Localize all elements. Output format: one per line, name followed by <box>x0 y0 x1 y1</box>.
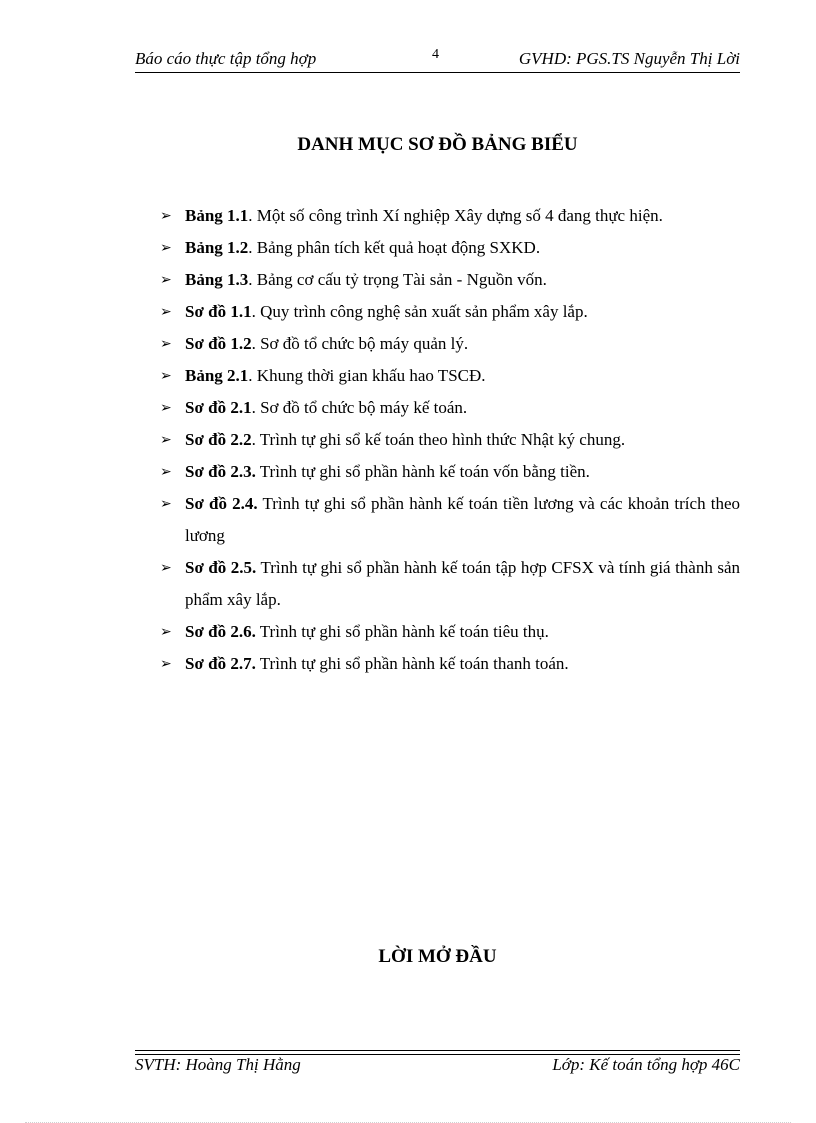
arrowhead-bullet-icon: ➢ <box>160 624 172 640</box>
list-item <box>160 648 740 680</box>
list-item <box>160 232 740 264</box>
page-footer <box>135 1055 740 1079</box>
list-of-figures-heading: DANH MỤC SƠ ĐỒ BẢNG BIỂU <box>297 134 578 155</box>
list-item <box>160 200 740 232</box>
supervisor-name: GVHD: PGS.TS Nguyễn Thị Lời <box>518 49 740 68</box>
list-of-figures <box>160 200 740 680</box>
list-item <box>160 264 740 296</box>
page-number: 4 <box>432 47 439 62</box>
arrowhead-bullet-icon: ➢ <box>160 400 172 416</box>
item-label: Bảng 1.2 <box>185 238 249 257</box>
page-header <box>135 47 740 73</box>
item-label: Sơ đồ 2.3. <box>185 462 256 481</box>
item-label: Sơ đồ 2.2 <box>185 430 252 449</box>
introduction-heading: LỜI MỞ ĐẦU <box>378 946 497 967</box>
item-label: Sơ đồ 2.5. <box>185 558 257 577</box>
item-label: Sơ đồ 1.2 <box>185 334 252 353</box>
list-item <box>160 424 740 456</box>
item-description: Trình tự ghi sổ phần hành kế toán tập hợp CFSX và tính giá thành sản phẩm xây lắp. <box>185 558 740 609</box>
item-label: Bảng 1.1 <box>185 206 249 225</box>
list-item <box>160 488 740 552</box>
arrowhead-bullet-icon: ➢ <box>160 432 172 448</box>
item-label: Sơ đồ 2.7. <box>185 654 256 673</box>
arrowhead-bullet-icon: ➢ <box>160 240 172 256</box>
item-description: . Khung thời gian khấu hao TSCĐ. <box>248 366 486 385</box>
report-title: Báo cáo thực tập tổng hợp <box>135 49 317 68</box>
list-item <box>160 296 740 328</box>
list-item <box>160 360 740 392</box>
class-name: Lớp: Kế toán tổng hợp 46C <box>552 1055 740 1074</box>
item-description: Trình tự ghi sổ phần hành kế toán tiêu thụ. <box>255 622 549 641</box>
item-description: . Trình tự ghi sổ kế toán theo hình thức Nhật ký chung. <box>251 430 626 449</box>
item-description: Trình tự ghi sổ phần hành kế toán vốn bằng tiền. <box>255 462 590 481</box>
arrowhead-bullet-icon: ➢ <box>160 272 172 288</box>
arrowhead-bullet-icon: ➢ <box>160 656 172 672</box>
arrowhead-bullet-icon: ➢ <box>160 464 172 480</box>
item-label: Sơ đồ 2.6. <box>185 622 256 641</box>
arrowhead-bullet-icon: ➢ <box>160 368 172 384</box>
item-description: . Một số công trình Xí nghiệp Xây dựng số 4 đang thực hiện. <box>248 206 663 225</box>
item-label: Bảng 1.3 <box>185 270 249 289</box>
item-description: . Sơ đồ tổ chức bộ máy kế toán. <box>251 398 468 417</box>
item-label: Sơ đồ 2.1 <box>185 398 252 417</box>
list-item <box>160 456 740 488</box>
item-label: Sơ đồ 1.1 <box>185 302 252 321</box>
item-description: . Bảng phân tích kết quả hoạt động SXKD. <box>248 238 541 257</box>
arrowhead-bullet-icon: ➢ <box>160 304 172 320</box>
item-description: . Sơ đồ tổ chức bộ máy quản lý. <box>251 334 469 353</box>
arrowhead-bullet-icon: ➢ <box>160 336 172 352</box>
arrowhead-bullet-icon: ➢ <box>160 496 172 512</box>
arrowhead-bullet-icon: ➢ <box>160 208 172 224</box>
item-label: Sơ đồ 2.4. <box>185 494 258 513</box>
item-description: . Quy trình công nghệ sản xuất sản phẩm xây lắp. <box>251 302 588 321</box>
item-description: Trình tự ghi sổ phần hành kế toán thanh toán. <box>255 654 569 673</box>
arrowhead-bullet-icon: ➢ <box>160 560 172 576</box>
header-divider <box>135 72 740 73</box>
list-item <box>160 392 740 424</box>
list-item <box>160 616 740 648</box>
list-item <box>160 328 740 360</box>
student-name: SVTH: Hoàng Thị Hằng <box>135 1055 301 1074</box>
item-label: Bảng 2.1 <box>185 366 249 385</box>
item-description: . Bảng cơ cấu tỷ trọng Tài sản - Nguồn vốn. <box>248 270 547 289</box>
item-description: Trình tự ghi sổ phần hành kế toán tiền lương và các khoản trích theo lương <box>185 494 740 545</box>
list-item <box>160 552 740 616</box>
